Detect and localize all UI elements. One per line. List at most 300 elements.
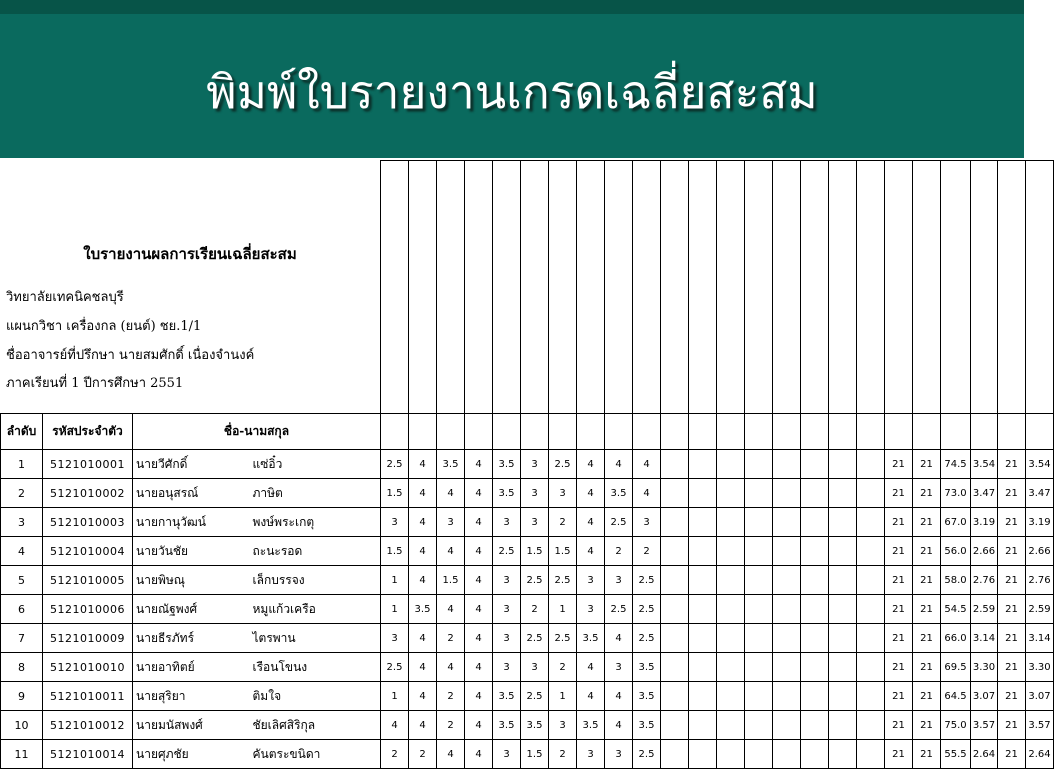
summary-cell: 2.64	[971, 740, 998, 769]
summary-cell: 2.59	[1026, 595, 1054, 624]
empty-grade-cell	[857, 653, 885, 682]
summary-cell: 21	[913, 711, 941, 740]
grade-cell: 2	[409, 740, 437, 769]
term-label: ภาคเรียนที่ 1 ปีการศึกษา 2551	[6, 376, 184, 391]
empty-grade-cell	[745, 711, 773, 740]
empty-grade-cell	[773, 479, 801, 508]
empty-grade-cell	[829, 740, 857, 769]
student-code: 5121010002	[43, 479, 133, 508]
grade-cell: 2.5	[633, 595, 661, 624]
empty-grade-cell	[717, 537, 745, 566]
summary-cell: 21	[913, 740, 941, 769]
empty-grade-cell	[745, 740, 773, 769]
grade-cell: 2.5	[381, 653, 409, 682]
grade-cell: 4	[633, 450, 661, 479]
empty-grade-cell	[717, 624, 745, 653]
empty-grade-cell	[661, 566, 689, 595]
summary-cell: 21	[998, 624, 1026, 653]
summary-cell: 3.57	[971, 711, 998, 740]
grade-cell: 3.5	[409, 595, 437, 624]
grade-cell: 4	[437, 595, 465, 624]
summary-cell: 3.47	[1026, 479, 1054, 508]
table-row	[1, 711, 1054, 740]
grade-cell: 2.5	[633, 740, 661, 769]
grade-cell: 3	[493, 624, 521, 653]
grade-cell: 4	[465, 450, 493, 479]
empty-grade-cell	[857, 479, 885, 508]
student-last-name: แซ่อิ๋ว	[253, 450, 381, 479]
empty-grade-cell	[661, 508, 689, 537]
summary-cell: 21	[998, 479, 1026, 508]
grade-cell: 1	[381, 595, 409, 624]
grade-cell: 1	[549, 682, 577, 711]
student-code: 5121010005	[43, 566, 133, 595]
empty-grade-cell	[857, 566, 885, 595]
summary-cell: 3.57	[1026, 711, 1054, 740]
slide-title: พิมพ์ใบรายงานเกรดเฉลี่ยสะสม	[206, 65, 818, 119]
empty-grade-cell	[689, 566, 717, 595]
grade-cell: 3	[605, 653, 633, 682]
student-code: 5121010011	[43, 682, 133, 711]
empty-grade-cell	[745, 595, 773, 624]
grade-cell: 3	[493, 653, 521, 682]
grade-cell: 3.5	[437, 450, 465, 479]
grade-cell: 3	[521, 479, 549, 508]
summary-cell: 21	[913, 624, 941, 653]
row-number: 11	[1, 740, 43, 769]
grade-cell: 4	[465, 595, 493, 624]
grade-cell: 3.5	[605, 479, 633, 508]
table-row	[1, 508, 1054, 537]
col-header-code: รหัสประจำตัว	[43, 414, 133, 450]
student-code: 5121010001	[43, 450, 133, 479]
grade-cell: 3	[521, 450, 549, 479]
empty-grade-cell	[857, 450, 885, 479]
summary-cell: 3.14	[971, 624, 998, 653]
empty-grade-cell	[801, 624, 829, 653]
grade-cell: 2.5	[381, 450, 409, 479]
summary-cell: 54.5	[941, 595, 971, 624]
grade-cell: 1.5	[381, 479, 409, 508]
empty-grade-cell	[689, 711, 717, 740]
empty-grade-cell	[661, 537, 689, 566]
row-number: 9	[1, 682, 43, 711]
empty-grade-cell	[801, 711, 829, 740]
grade-cell: 1	[381, 682, 409, 711]
empty-grade-cell	[801, 682, 829, 711]
summary-cell: 21	[913, 653, 941, 682]
summary-cell: 21	[885, 479, 913, 508]
empty-grade-cell	[689, 450, 717, 479]
summary-cell: 21	[998, 711, 1026, 740]
empty-grade-cell	[773, 537, 801, 566]
grade-cell: 4	[465, 508, 493, 537]
summary-cell: 21	[998, 537, 1026, 566]
empty-grade-cell	[717, 711, 745, 740]
student-first-name: นายอาทิตย์	[133, 653, 253, 682]
summary-cell: 21	[998, 682, 1026, 711]
student-code: 5121010010	[43, 653, 133, 682]
empty-grade-cell	[801, 595, 829, 624]
student-code: 5121010012	[43, 711, 133, 740]
summary-cell: 21	[998, 566, 1026, 595]
empty-grade-cell	[661, 595, 689, 624]
grade-cell: 3	[521, 653, 549, 682]
row-number: 6	[1, 595, 43, 624]
empty-grade-cell	[717, 479, 745, 508]
summary-cell: 21	[885, 653, 913, 682]
student-first-name: นายวีศักดิ์	[133, 450, 253, 479]
grade-cell: 3	[577, 595, 605, 624]
empty-grade-cell	[829, 682, 857, 711]
summary-cell: 3.54	[1026, 450, 1054, 479]
row-number: 10	[1, 711, 43, 740]
student-code: 5121010014	[43, 740, 133, 769]
grade-cell: 4	[605, 711, 633, 740]
grade-cell: 3	[577, 566, 605, 595]
student-first-name: นายมนัสพงศ์	[133, 711, 253, 740]
empty-grade-cell	[773, 682, 801, 711]
grade-cell: 4	[465, 479, 493, 508]
student-first-name: นายสุริยา	[133, 682, 253, 711]
grade-cell: 3.5	[633, 653, 661, 682]
summary-cell: 3.14	[1026, 624, 1054, 653]
empty-grade-cell	[689, 682, 717, 711]
grade-cell: 3	[605, 566, 633, 595]
row-number: 5	[1, 566, 43, 595]
row-number: 3	[1, 508, 43, 537]
grade-cell: 2.5	[521, 566, 549, 595]
summary-cell: 21	[885, 682, 913, 711]
banner-top-rule	[0, 0, 1024, 14]
summary-cell: 21	[913, 566, 941, 595]
summary-cell: 67.0	[941, 508, 971, 537]
empty-grade-cell	[773, 624, 801, 653]
summary-cell: 21	[998, 653, 1026, 682]
summary-cell: 2.64	[1026, 740, 1054, 769]
grade-cell: 4	[437, 479, 465, 508]
empty-grade-cell	[829, 595, 857, 624]
empty-grade-cell	[829, 479, 857, 508]
empty-grade-cell	[857, 682, 885, 711]
empty-grade-cell	[689, 479, 717, 508]
grade-cell: 3	[633, 508, 661, 537]
empty-grade-cell	[689, 624, 717, 653]
summary-cell: 21	[913, 537, 941, 566]
summary-cell: 3.07	[971, 682, 998, 711]
empty-grade-cell	[829, 624, 857, 653]
summary-cell: 21	[998, 740, 1026, 769]
summary-cell: 21	[913, 479, 941, 508]
summary-cell: 21	[998, 595, 1026, 624]
summary-cell: 21	[885, 450, 913, 479]
student-first-name: นายศุภชัย	[133, 740, 253, 769]
row-number: 1	[1, 450, 43, 479]
grade-cell: 4	[465, 624, 493, 653]
student-last-name: ไตรพาน	[253, 624, 381, 653]
grade-cell: 3	[577, 740, 605, 769]
summary-cell: 21	[913, 450, 941, 479]
grade-cell: 3	[437, 508, 465, 537]
grade-cell: 3.5	[493, 450, 521, 479]
empty-grade-cell	[773, 450, 801, 479]
empty-grade-cell	[829, 653, 857, 682]
student-code: 5121010003	[43, 508, 133, 537]
grade-cell: 2	[437, 624, 465, 653]
summary-cell: 56.0	[941, 537, 971, 566]
grade-cell: 3.5	[493, 479, 521, 508]
grade-cell: 3	[605, 740, 633, 769]
summary-cell: 58.0	[941, 566, 971, 595]
grade-cell: 4	[633, 479, 661, 508]
grade-cell: 3.5	[493, 711, 521, 740]
empty-grade-cell	[773, 566, 801, 595]
grade-cell: 1.5	[437, 566, 465, 595]
table-row	[1, 537, 1054, 566]
empty-grade-cell	[689, 537, 717, 566]
summary-cell: 21	[913, 595, 941, 624]
empty-grade-cell	[801, 479, 829, 508]
summary-cell: 2.66	[971, 537, 998, 566]
student-code: 5121010009	[43, 624, 133, 653]
row-number: 7	[1, 624, 43, 653]
grade-cell: 4	[605, 624, 633, 653]
grade-cell: 4	[409, 624, 437, 653]
grade-cell: 1	[381, 566, 409, 595]
student-last-name: เล็กบรรจง	[253, 566, 381, 595]
grade-cell: 1	[549, 595, 577, 624]
report-title: ใบรายงานผลการเรียนเฉลี่ยสะสม	[83, 245, 297, 263]
grade-cell: 3.5	[633, 682, 661, 711]
grade-cell: 4	[465, 566, 493, 595]
department-label: แผนกวิชา เครื่องกล (ยนต์) ชย.1/1	[6, 319, 202, 334]
summary-cell: 73.0	[941, 479, 971, 508]
grade-cell: 2.5	[605, 595, 633, 624]
empty-grade-cell	[801, 740, 829, 769]
grade-cell: 4	[465, 653, 493, 682]
grade-cell: 4	[409, 653, 437, 682]
summary-cell: 21	[885, 566, 913, 595]
empty-grade-cell	[745, 566, 773, 595]
grade-cell: 3.5	[577, 711, 605, 740]
empty-grade-cell	[717, 450, 745, 479]
summary-cell: 21	[885, 595, 913, 624]
grade-cell: 2.5	[633, 566, 661, 595]
empty-grade-cell	[661, 479, 689, 508]
empty-grade-cell	[745, 479, 773, 508]
empty-grade-cell	[717, 595, 745, 624]
grade-cell: 4	[409, 566, 437, 595]
table-row	[1, 595, 1054, 624]
empty-grade-cell	[717, 508, 745, 537]
summary-cell: 21	[885, 624, 913, 653]
grade-cell: 2	[549, 653, 577, 682]
student-last-name: พงษ์พระเกตุ	[253, 508, 381, 537]
empty-grade-cell	[773, 653, 801, 682]
student-last-name: ชัยเลิศสิริกุล	[253, 711, 381, 740]
empty-grade-cell	[773, 508, 801, 537]
student-first-name: นายธีรภัทร์	[133, 624, 253, 653]
grade-cell: 2.5	[605, 508, 633, 537]
college-name: วิทยาลัยเทคนิคชลบุรี	[6, 290, 124, 305]
summary-cell: 3.30	[971, 653, 998, 682]
empty-grade-cell	[829, 450, 857, 479]
grade-cell: 4	[409, 479, 437, 508]
grade-cell: 4	[577, 508, 605, 537]
table-row	[1, 653, 1054, 682]
row-number: 4	[1, 537, 43, 566]
grade-cell: 2.5	[549, 450, 577, 479]
col-header-no: ลำดับ	[1, 414, 43, 450]
empty-grade-cell	[857, 711, 885, 740]
grade-cell: 4	[465, 740, 493, 769]
summary-cell: 21	[885, 508, 913, 537]
student-code: 5121010006	[43, 595, 133, 624]
table-row	[1, 479, 1054, 508]
summary-cell: 2.59	[971, 595, 998, 624]
report-header	[0, 160, 380, 442]
summary-cell: 74.5	[941, 450, 971, 479]
summary-cell: 21	[885, 537, 913, 566]
empty-grade-cell	[745, 682, 773, 711]
student-last-name: ภาษิต	[253, 479, 381, 508]
summary-cell: 21	[998, 450, 1026, 479]
student-first-name: นายกานุวัฒน์	[133, 508, 253, 537]
grade-cell: 3	[493, 508, 521, 537]
grade-cell: 1.5	[521, 537, 549, 566]
grade-cell: 3	[493, 566, 521, 595]
empty-grade-cell	[857, 537, 885, 566]
col-header-name: ชื่อ-นามสกุล	[133, 414, 381, 450]
summary-cell: 3.30	[1026, 653, 1054, 682]
grade-cell: 2.5	[633, 624, 661, 653]
grade-cell: 4	[577, 537, 605, 566]
empty-grade-cell	[717, 653, 745, 682]
empty-grade-cell	[829, 711, 857, 740]
table-row	[1, 450, 1054, 479]
table-row	[1, 740, 1054, 769]
summary-cell: 3.54	[971, 450, 998, 479]
grade-cell: 4	[437, 537, 465, 566]
grade-cell: 4	[409, 508, 437, 537]
empty-grade-cell	[773, 711, 801, 740]
student-code: 5121010004	[43, 537, 133, 566]
summary-cell: 64.5	[941, 682, 971, 711]
summary-cell: 75.0	[941, 711, 971, 740]
grade-cell: 4	[465, 682, 493, 711]
grade-cell: 4	[605, 450, 633, 479]
summary-cell: 21	[913, 508, 941, 537]
empty-grade-cell	[801, 537, 829, 566]
empty-grade-cell	[801, 653, 829, 682]
grade-cell: 2	[633, 537, 661, 566]
grade-cell: 2.5	[549, 624, 577, 653]
grade-cell: 1.5	[381, 537, 409, 566]
empty-grade-cell	[829, 537, 857, 566]
row-number: 8	[1, 653, 43, 682]
empty-grade-cell	[717, 566, 745, 595]
empty-grade-cell	[857, 595, 885, 624]
empty-grade-cell	[773, 595, 801, 624]
advisor-label: ชื่ออาจารย์ที่ปรึกษา นายสมศักดิ์ เนื่องจำนงค์	[6, 348, 255, 363]
table-row	[1, 566, 1054, 595]
grade-cell: 4	[577, 653, 605, 682]
summary-cell: 2.66	[1026, 537, 1054, 566]
empty-grade-cell	[745, 450, 773, 479]
summary-cell: 21	[913, 682, 941, 711]
grade-cell: 2	[437, 682, 465, 711]
grade-cell: 2	[521, 595, 549, 624]
empty-grade-cell	[689, 595, 717, 624]
grade-cell: 3.5	[577, 624, 605, 653]
grade-cell: 4	[409, 537, 437, 566]
empty-grade-cell	[857, 624, 885, 653]
row-number: 2	[1, 479, 43, 508]
summary-cell: 21	[885, 740, 913, 769]
summary-cell: 69.5	[941, 653, 971, 682]
grade-cell: 4	[577, 450, 605, 479]
grade-cell: 4	[465, 537, 493, 566]
grade-cell: 3.5	[493, 682, 521, 711]
empty-grade-cell	[689, 653, 717, 682]
grade-cell: 3	[493, 595, 521, 624]
empty-grade-cell	[745, 508, 773, 537]
summary-cell: 21	[885, 711, 913, 740]
empty-grade-cell	[661, 624, 689, 653]
grade-cell: 1.5	[521, 740, 549, 769]
empty-grade-cell	[661, 450, 689, 479]
grade-cell: 4	[605, 682, 633, 711]
empty-grade-cell	[745, 653, 773, 682]
grade-cell: 3	[493, 740, 521, 769]
empty-grade-cell	[661, 653, 689, 682]
empty-grade-cell	[773, 740, 801, 769]
grade-cell: 2.5	[493, 537, 521, 566]
grade-cell: 3	[381, 508, 409, 537]
empty-grade-cell	[661, 740, 689, 769]
grade-cell: 3.5	[521, 711, 549, 740]
empty-grade-cell	[829, 508, 857, 537]
grade-cell: 2	[549, 740, 577, 769]
grade-cell: 1.5	[549, 537, 577, 566]
empty-grade-cell	[857, 740, 885, 769]
grade-cell: 4	[577, 479, 605, 508]
table-row	[1, 624, 1054, 653]
empty-grade-cell	[661, 682, 689, 711]
empty-grade-cell	[745, 624, 773, 653]
grade-cell: 4	[409, 450, 437, 479]
grade-cell: 4	[577, 682, 605, 711]
empty-grade-cell	[801, 450, 829, 479]
empty-grade-cell	[689, 508, 717, 537]
empty-grade-cell	[829, 566, 857, 595]
grade-cell: 3	[381, 624, 409, 653]
student-last-name: ติมใจ	[253, 682, 381, 711]
student-first-name: นายพิษณุ	[133, 566, 253, 595]
empty-grade-cell	[661, 711, 689, 740]
grade-cell: 2.5	[521, 624, 549, 653]
summary-cell: 55.5	[941, 740, 971, 769]
grade-cell: 4	[381, 711, 409, 740]
grade-cell: 2	[381, 740, 409, 769]
summary-cell: 2.76	[1026, 566, 1054, 595]
empty-grade-cell	[745, 537, 773, 566]
student-last-name: เรือนโขนง	[253, 653, 381, 682]
student-first-name: นายอนุสรณ์	[133, 479, 253, 508]
summary-cell: 21	[998, 508, 1026, 537]
grade-cell: 2	[437, 711, 465, 740]
summary-cell: 2.76	[971, 566, 998, 595]
